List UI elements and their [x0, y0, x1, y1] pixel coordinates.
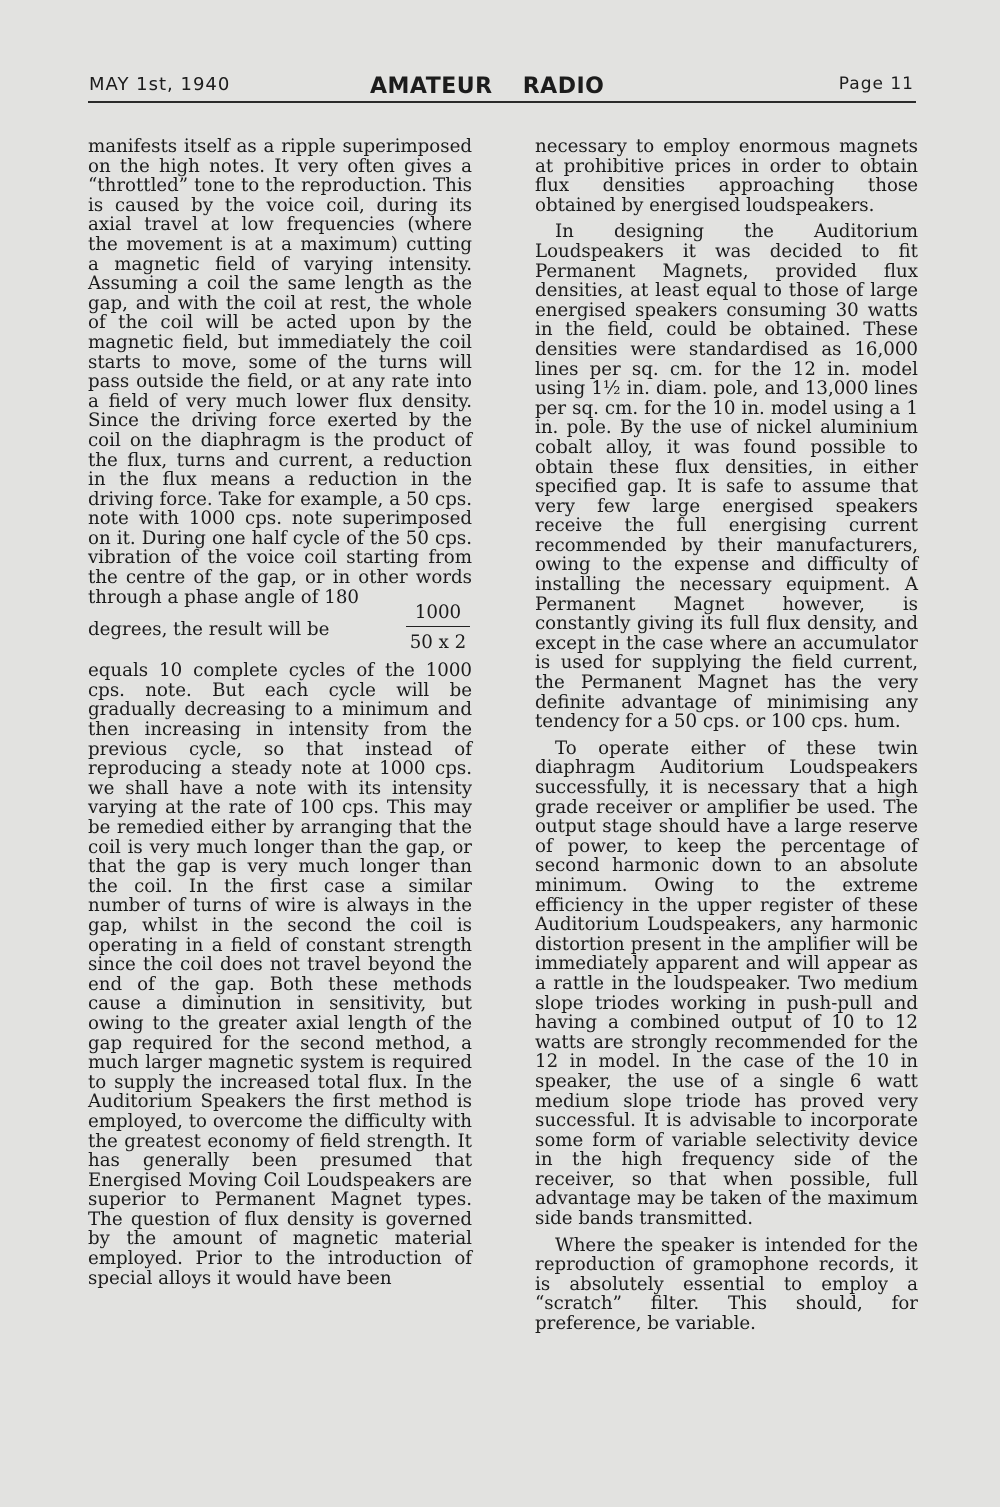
- fraction-numerator: 1000: [414, 602, 462, 624]
- fraction: [406, 603, 470, 653]
- fraction-denominator: 50 x 2: [409, 632, 467, 654]
- left-column: [88, 137, 472, 1288]
- right-paragraph-3: To operate either of these twin diaphragm Auditorium Loudspeakers successfully, it is necessary that a high grade receiver or amplifier be used. The output stage should have a large reserve of power, to keep the percentage of second harmonic down to an absolute minimum. Owing to the extreme efficiency in the upper register of these Auditorium Loudspeakers, any harmonic distortion present in the amplifier will be immediately apparent and will appear as a rattle in the loudspeaker. Two medium slope triodes working in push-pull and having a combined output of 10 to 12 watts are strongly recommended for the 12 in model. In the case of the 10 in speaker, the use of a single 6 watt medium slope triode has proved very successful. It is advisable to incorporate some form of variable selectivity device in the high frequency side of the receiver, so that when possible, full advantage may be taken of the maximum side bands transmitted.: [535, 737, 918, 1230]
- right-column: [535, 137, 918, 1334]
- header-rule: [88, 101, 916, 103]
- fraction-bar: [406, 626, 470, 627]
- fraction-line: [88, 603, 472, 661]
- fraction-lead-text: degrees, the result will be: [88, 619, 330, 641]
- header-date: MAY 1st, 1940: [89, 74, 231, 95]
- header-publication-title: AMATEUR RADIO: [370, 74, 605, 99]
- left-paragraph-1-end: equals 10 complete cycles of the 1000 cps. note. But each cycle will be gradually decreasing to a minimum and then increasing in intensity from the previous cycle, so that instead of reproducing a steady note at 1000 cps. we shall have a note with its intensity varying at the rate of 100 cps. This may be remedied either by arranging that the coil is very much longer than the gap, or that the gap is very much longer than the coil. In the first case a similar number of turns of wire is always in the gap, whilst in the second the coil is operating in a field of constant strength since the coil does not travel beyond the end of the gap. Both these methods cause a diminution in sensitivity, but owing to the greater axial length of the gap required for the second method, a much larger magnetic system is required to supply the increased total flux. In the Auditorium Speakers the first method is employed, to overcome the difficulty with the greatest economy of field strength. It has generally been presumed that Energised Moving Coil Loudspeakers are superior to Permanent Magnet types. The question of flux density is governed by the amount of magnetic material employed. Prior to the introduction of special alloys it would have been: [88, 660, 472, 1289]
- left-paragraph-1-start: manifests itself as a ripple superimposed on the high notes. It very often gives a “throttled” tone to the reproduction. This is caused by the voice coil, during its axial travel at low frequencies (where the movement is at a maximum) cutting a magnetic field of varying intensity. Assuming a coil the same length as the gap, and with the coil at rest, the whole of the coil will be acted upon by the magnetic field, but immediately the coil starts to move, some of the turns will pass outside the field, or at any rate into a field of very much lower flux density. Since the driving force exerted by the coil on the diaphragm is the product of the flux, turns and current, a reduction in the flux means a reduction in the driving force. Take for example, a 50 cps. note with 1000 cps. note superimposed on it. During one half cycle of the 50 cps. vibration of the voice coil starting from the centre of the gap, or in other words through a phase angle of 180: [88, 136, 472, 608]
- right-paragraph-4: Where the speaker is intended for the reproduction of gramophone records, it is absolutely essential to employ a “scratch” filter. This should, for preference, be variable.: [535, 1234, 918, 1335]
- header-page-number: Page 11: [838, 74, 914, 94]
- right-paragraph-2: In designing the Auditorium Loudspeakers it was decided to fit Permanent Magnets, provided flux densities, at least equal to those of large energised speakers consuming 30 watts in the field, could be obtained. These densities were standardised as 16,000 lines per sq. cm. for the 12 in. model using 1½ in. diam. pole, and 13,000 lines per sq. cm. for the 10 in. model using a 1 in. pole. By the use of nickel aluminium cobalt alloy, it was found possible to obtain these flux densities, in either specified gap. It is safe to assume that very few large energised speakers receive the full energising current recommended by their manufacturers, owing to the expense and difficulty of installing the necessary equipment. A Permanent Magnet however, is constantly giving its full flux density, and except in the case where an accumulator is used for supplying the field current, the Permanent Magnet has the very definite advantage of minimising any tendency for a 50 cps. or 100 cps. hum.: [535, 221, 918, 733]
- right-paragraph-1: necessary to employ enormous magnets at prohibitive prices in order to obtain flux densities approaching those obtained by energised loudspeakers.: [535, 136, 918, 216]
